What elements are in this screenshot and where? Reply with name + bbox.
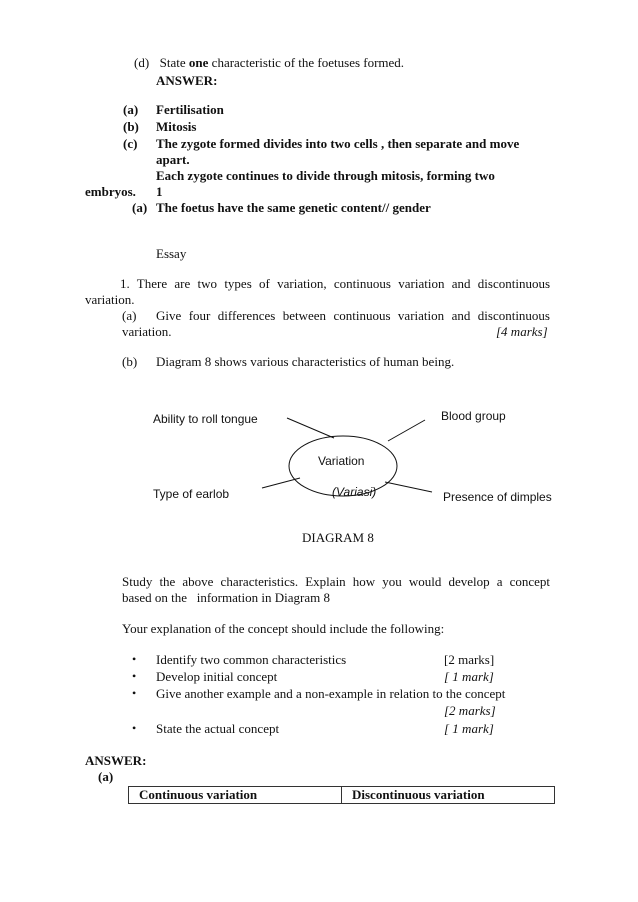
answer-heading-bottom: ANSWER:	[85, 753, 147, 768]
diagram-label-roll-tongue: Ability to roll tongue	[153, 412, 258, 426]
connector-bottom-right	[385, 482, 432, 492]
diagram-label-earlob: Type of earlob	[153, 487, 230, 501]
table-header-continuous: Continuous variation	[129, 787, 342, 804]
question-d-text-pre: State	[159, 55, 186, 70]
study-line3: Your explanation of the concept should include the following:	[122, 621, 445, 636]
answer-c-label: (c)	[123, 136, 138, 151]
bullet-2-icon: •	[132, 669, 137, 683]
study-line1: Study the above characteristics. Explain how you would develop a concept	[122, 574, 550, 589]
answer-b-label: (b)	[123, 119, 139, 134]
q1b-text: Diagram 8 shows various characteristics of human being.	[156, 354, 455, 369]
table-header-discontinuous: Discontinuous variation	[342, 787, 555, 804]
answer-c-line2: apart.	[156, 152, 190, 167]
question-d-text-post: characteristic of the foetuses formed.	[211, 55, 405, 70]
answer-c-mark: 1	[156, 184, 163, 199]
q1-line1: 1. There are two types of variation, continuous variation and discontinuous	[120, 276, 550, 291]
bullet-4-text: State the actual concept	[156, 721, 280, 736]
study-line2: based on the information in Diagram 8	[122, 590, 330, 605]
diagram-center-variasi: (Variasi)	[332, 485, 377, 499]
answer-b-text: Mitosis	[156, 119, 197, 134]
diagram-caption: DIAGRAM 8	[302, 530, 374, 545]
answer-c-line1: The zygote formed divides into two cells , then separate and move	[156, 136, 520, 151]
q1a-marks: [4 marks]	[496, 324, 548, 339]
q1-line2: variation.	[85, 292, 135, 307]
bullet-1-marks: [2 marks]	[444, 652, 495, 667]
bullet-3-text: Give another example and a non-example in relation to the concept	[156, 686, 506, 701]
variation-comparison-table	[128, 786, 555, 804]
bullet-3-icon: •	[132, 686, 137, 700]
diagram-center-variation: Variation	[318, 454, 365, 468]
connector-bottom-left	[262, 478, 300, 488]
q1b-label: (b)	[122, 354, 138, 369]
answer-c-line3: Each zygote continues to divide through mitosis, forming two	[156, 168, 495, 183]
table-header-row	[129, 787, 555, 804]
answer-d-text: The foetus have the same genetic content// gender	[156, 200, 431, 215]
answer-d-label: (a)	[132, 200, 148, 215]
bullet-2-marks: [ 1 mark]	[444, 669, 494, 684]
bullet-3-marks: [2 marks]	[444, 703, 496, 718]
answer-a-text: Fertilisation	[156, 102, 224, 117]
bullet-4-marks: [ 1 mark]	[444, 721, 494, 736]
bullet-4-icon: •	[132, 721, 137, 735]
bullet-1-icon: •	[132, 652, 137, 666]
q1a-label: (a)	[122, 308, 137, 323]
answer-heading-top: ANSWER:	[156, 73, 218, 88]
answer-a-label: (a)	[123, 102, 139, 117]
bullet-2-text: Develop initial concept	[156, 669, 278, 684]
bullet-1-text: Identify two common characteristics	[156, 652, 347, 667]
question-d-label: (d)	[134, 55, 150, 70]
essay-heading: Essay	[156, 246, 187, 261]
answer-c-line4-pre: embryos.	[85, 184, 136, 199]
answer-section-label: (a)	[98, 769, 114, 784]
q1a-line1: Give four differences between continuous variation and discontinuous	[156, 308, 550, 323]
question-d-text-bold: one	[188, 55, 209, 70]
connector-top-left	[287, 418, 334, 438]
connector-top-right	[388, 420, 425, 441]
diagram-label-blood-group: Blood group	[441, 409, 506, 423]
diagram-label-dimples: Presence of dimples	[443, 490, 552, 504]
q1a-line2: variation.	[122, 324, 172, 339]
